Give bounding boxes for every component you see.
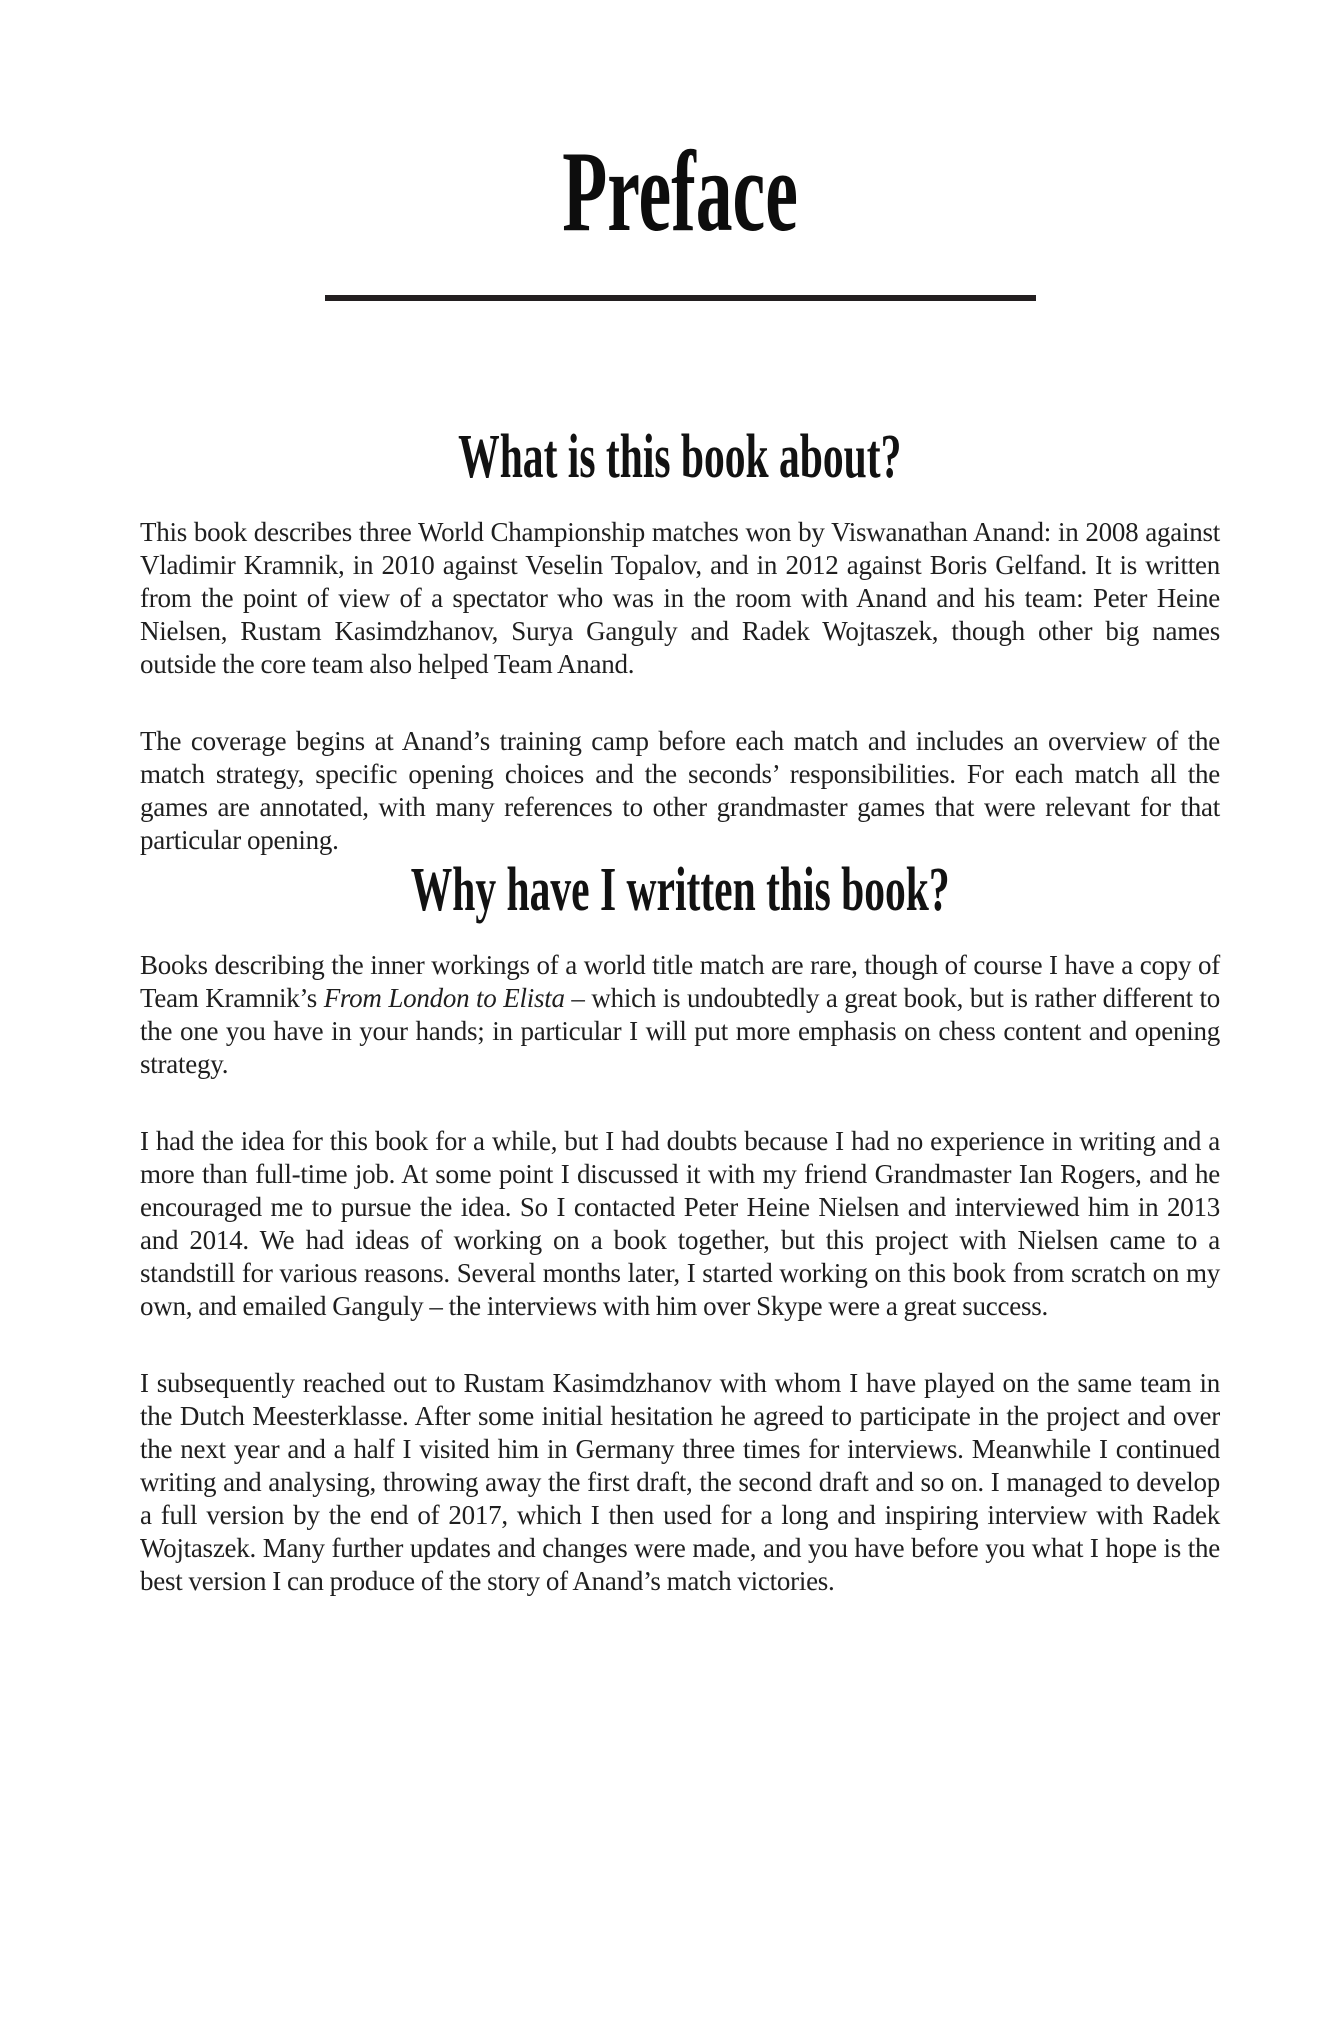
- paragraph: [140, 1125, 1220, 1323]
- section-why-paragraphs: [140, 949, 1220, 1598]
- title-divider-rule: [325, 295, 1036, 301]
- section-heading-what: [140, 424, 1220, 490]
- section-heading-why-text: Why have I written this book?: [410, 856, 950, 924]
- paragraph-text-italic: From London to Elista: [323, 983, 565, 1013]
- paragraph: [140, 1367, 1220, 1598]
- section-heading-what-text: What is this book about?: [458, 423, 902, 491]
- page-title-text: Preface: [562, 128, 798, 255]
- paragraph-text: I subsequently reached out to Rustam Kasimdzhanov with whom I have played on the same team in the Dutch Meesterklasse. After some initial hesitation he agreed to participate in the project and over the next year and a half I visited him in Germany three times for interviews. Meanwhile I continued writing and analysing, throwing away the first draft, the second draft and so on. I managed to develop a full version by the end of 2017, which I then used for a long and inspiring interview with Radek Wojtaszek. Many further updates and changes were made, and you have before you what I hope is the best version I can produce of the story of Anand’s match victories.: [140, 1368, 1220, 1596]
- paragraph-text: This book describes three World Championship matches won by Viswanathan Anand: in 2008 against Vladimir Kramnik, in 2010 against Veselin Topalov, and in 2012 against Boris Gelfand. It is written from the point of view of a spectator who was in the room with Anand and his team: Peter Heine Nielsen, Rustam Kasimdzhanov, Surya Ganguly and Radek Wojtaszek, though other big names outside the core team also helped Team Anand.: [140, 517, 1220, 679]
- paragraph-text: I had the idea for this book for a while, but I had doubts because I had no experience in writing and a more than full-time job. At some point I discussed it with my friend Grandmaster Ian Rogers, and he encouraged me to pursue the idea. So I contacted Peter Heine Nielsen and interviewed him in 2013 and 2014. We had ideas of working on a book together, but this project with Nielsen came to a standstill for various reasons. Several months later, I started working on this book from scratch on my own, and emailed Ganguly – the interviews with him over Skype were a great success.: [140, 1126, 1220, 1321]
- paragraph-text: The coverage begins at Anand’s training camp before each match and includes an overview of the match strategy, specific opening choices and the seconds’ responsibilities. For each match all the games are annotated, with many references to other grandmaster games that were relevant for that particular opening.: [140, 726, 1220, 855]
- page-title: [140, 128, 1220, 255]
- paragraph-text: – which is undoubtedly a great book, but is rather different to the one you have in your hands; in particular I will put more emphasis on chess content and opening strategy.: [140, 983, 1221, 1079]
- book-page: [140, 128, 1221, 1598]
- paragraph: [140, 725, 1220, 857]
- paragraph: [140, 949, 1220, 1081]
- section-heading-why: [140, 857, 1220, 923]
- paragraph: [140, 516, 1220, 681]
- section-what-paragraphs: [140, 516, 1220, 857]
- paragraph-text: Books describing the inner workings of a world title match are rare, though of course I have a copy of Team Kramnik’s: [140, 950, 1220, 1013]
